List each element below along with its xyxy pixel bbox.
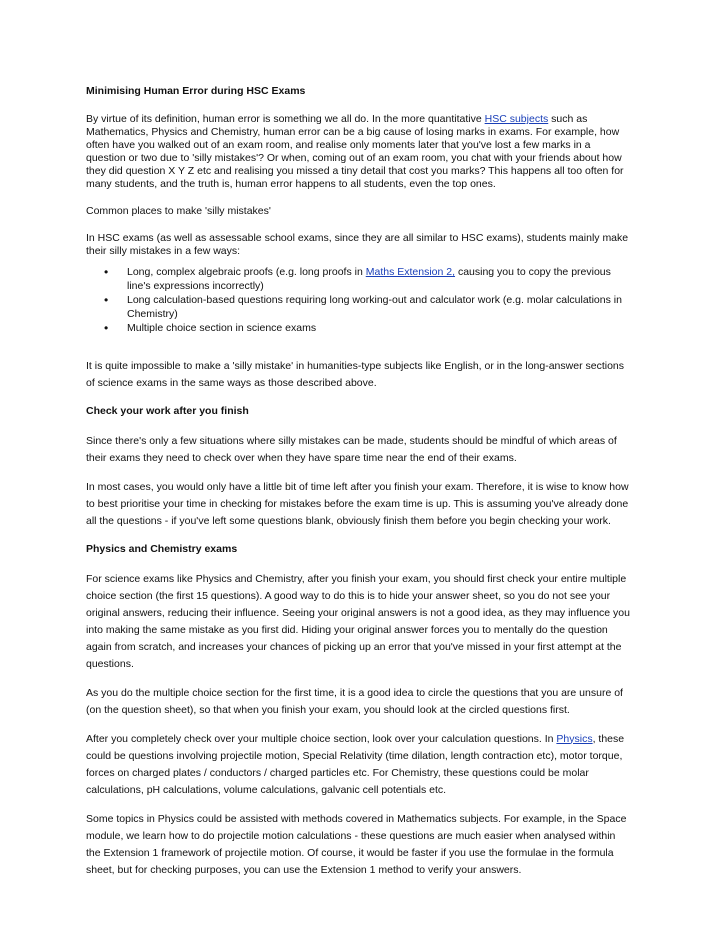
bullet-icon: • — [104, 265, 109, 279]
humanities-paragraph: It is quite impossible to make a 'silly mistake' in humanities-type subjects like English, or in the long-answer sections of science exams in the same ways as those described above. — [86, 359, 624, 389]
bullet-icon: • — [104, 293, 109, 307]
hsc-exams-paragraph: In HSC exams (as well as assessable school exams, since they are all similar to HSC exams), students mainly make their silly mistakes in a few ways: — [86, 232, 629, 257]
document-body — [86, 84, 646, 891]
physics-paragraph-2: As you do the multiple choice section for the first time, it is a good idea to circle the questions that you are unsure of (on the question sheet), so that when you finish your exam, you should look at the circled questions first. — [86, 686, 623, 716]
hsc-subjects-link[interactable]: HSC subjects — [484, 113, 549, 125]
intro-paragraph: By virtue of its definition, human error is something we all do. In the more quantitative HSC subjects such as Mathematics, Physics and Chemistry, human error can be a big cause of losing marks in exams. For example, how often have you walked out of an exam room, and realise only moments later that you've lost a few marks in a question or two due to 'silly mistakes'? Or when, coming out of an exam room, you chat with your friends about how they did question X Y Z etc and realising you missed a tiny detail that cost you marks? This happens all too often for many students, and the truth is, human error happens to all students, even the top ones. — [86, 113, 624, 190]
physics-link[interactable]: Physics — [556, 732, 593, 745]
list-item: • Long, complex algebraic proofs (e.g. long proofs in Maths Extension 2, causing you to copy the previous line's expressions incorrectly) — [104, 265, 611, 292]
spacer — [86, 337, 646, 358]
list-item: • Multiple choice section in science exams — [104, 321, 317, 335]
document-title: Minimising Human Error during HSC Exams — [86, 85, 306, 97]
check-work-paragraph-2: In most cases, you would only have a little bit of time left after you finish your exam. Therefore, it is wise to know how to best prioritise your time in checking for mistakes before the exam time is up. This is assuming you've already done all the questions - if you've left some questions blank, obviously finish them before you begin checking your work. — [86, 480, 629, 527]
physics-paragraph-3: After you completely check over your multiple choice section, look over your calculation questions. In Physics, these could be questions involving projectile motion, Special Relativity (time dilation, length contraction etc), motor torque, forces on charged plates / conductors / charged particles etc. For Chemistry, these questions could be molar calculations, pH calculations, volume calculations, galvanic cell potentials etc. — [86, 732, 625, 796]
mistake-areas-list — [86, 266, 646, 336]
physics-paragraph-4: Some topics in Physics could be assisted with methods covered in Mathematics subjects. For example, in the Space module, we learn how to do projectile motion calculations - these questions are much easier when analysed within the Extension 1 framework of projectile motion. Of course, it would be faster if you use the formulae in the formula sheet, but for checking purposes, you can use the Extension 1 method to verify your answers. — [86, 812, 627, 876]
maths-extension-2-link[interactable]: Maths Extension 2, — [365, 266, 456, 278]
common-places-subheading: Common places to make 'silly mistakes' — [86, 205, 271, 217]
physics-chemistry-heading: Physics and Chemistry exams — [86, 542, 238, 555]
check-work-paragraph-1: Since there's only a few situations where silly mistakes can be made, students should be mindful of which areas of their exams they need to check over when they have spare time near the end of their exams. — [86, 434, 617, 464]
bullet-icon: • — [104, 321, 109, 335]
list-item: • Long calculation-based questions requiring long working-out and calculator work (e.g. molar calculations in Chemistry) — [104, 293, 622, 320]
check-work-heading: Check your work after you finish — [86, 404, 249, 417]
physics-paragraph-1: For science exams like Physics and Chemistry, after you finish your exam, you should first check your entire multiple choice section (the first 15 questions). A good way to do this is to hide your answer sheet, so you do not see your original answers, reducing their influence. Seeing your original answers is not a good idea, as they may influence you into making the same mistake as you first did. Hiding your original answer forces you to mentally do the question again from scratch, and increases your chances of picking up an error that you've missed in your first attempt at the questions. — [86, 572, 630, 670]
